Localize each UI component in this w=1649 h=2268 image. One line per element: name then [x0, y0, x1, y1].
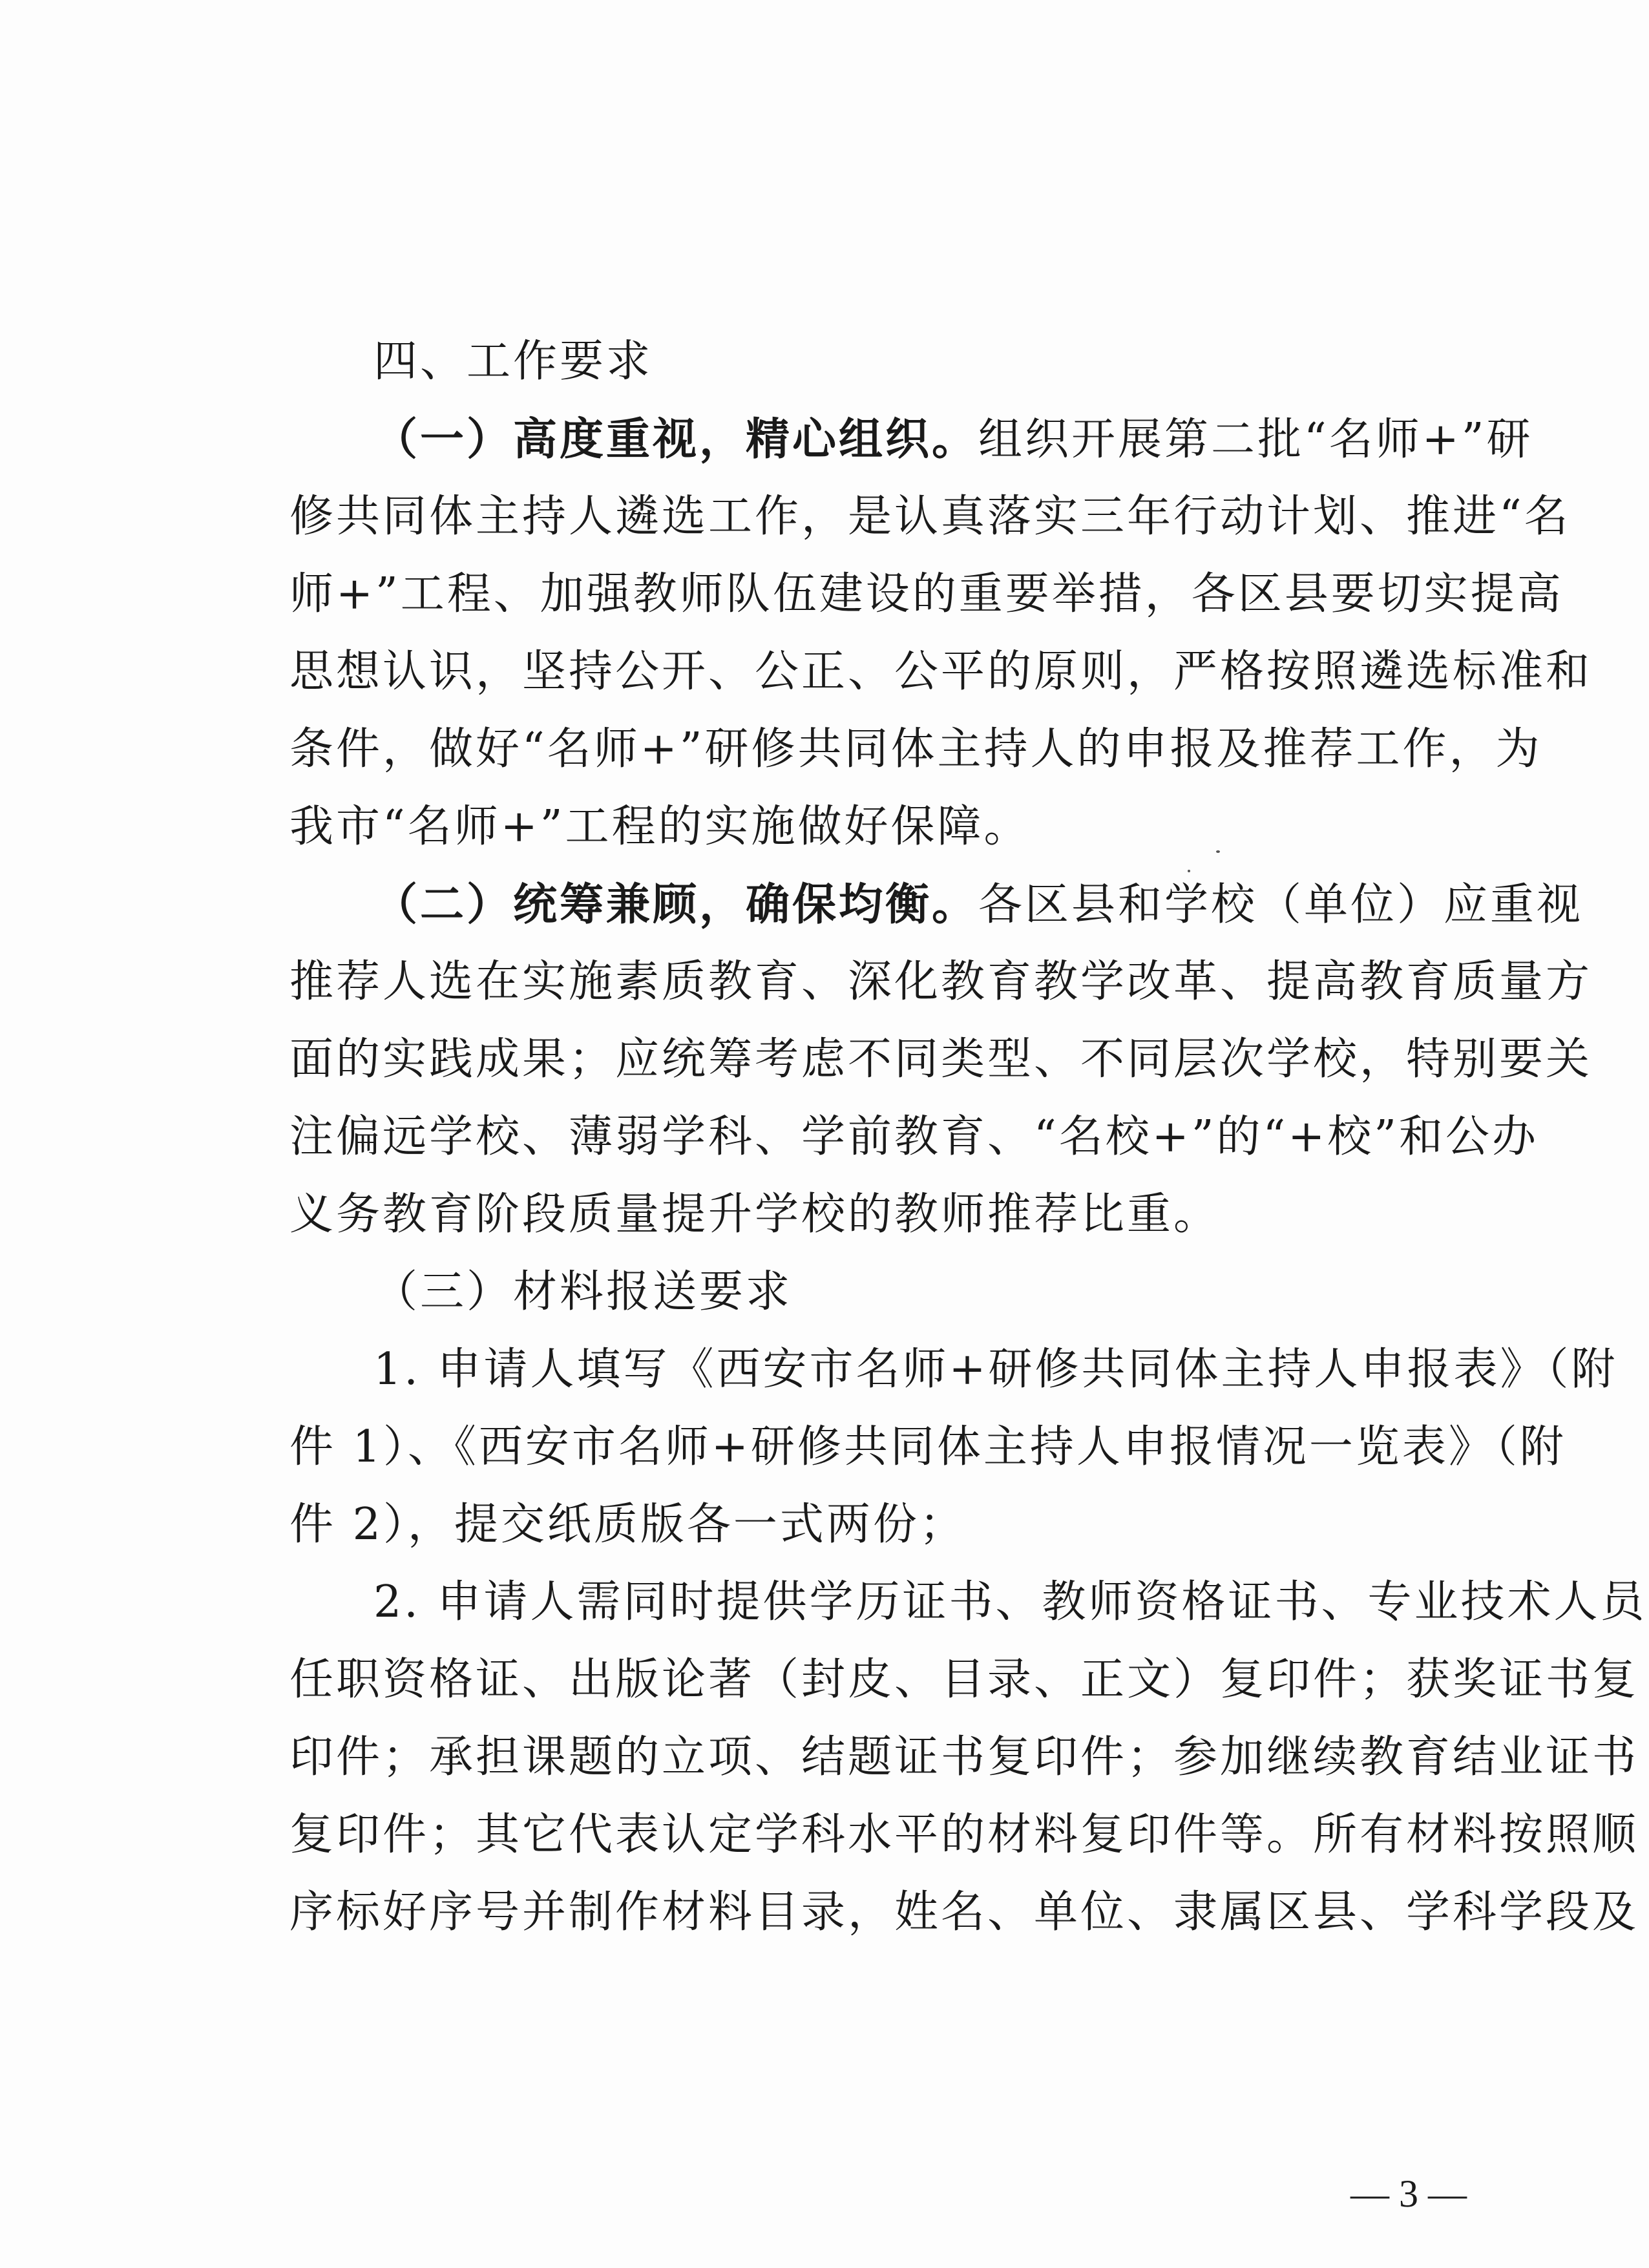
page-number: — 3 — — [1350, 2172, 1467, 2215]
paragraph-line: （一）高度重视，精心组织。组织开展第二批“名师+”研 — [373, 414, 1533, 465]
paragraph-line: 件 2），提交纸质版各一式两份； — [289, 1499, 966, 1550]
paragraph-line: 义务教育阶段质量提升学校的教师推荐比重。 — [289, 1189, 1221, 1240]
paragraph-line: 师+”工程、加强教师队伍建设的重要举措，各区县要切实提高 — [289, 569, 1564, 620]
paragraph-line: 任职资格证、出版论著（封皮、目录、正文）复印件；获奖证书复 — [289, 1654, 1639, 1705]
paragraph-line: 条件，做好“名师+”研修共同体主持人的申报及推荐工作，为 — [289, 724, 1542, 775]
paragraph-line: 序标好序号并制作材料目录，姓名、单位、隶属区县、学科学段及 — [289, 1887, 1639, 1938]
scan-speck — [1188, 870, 1190, 872]
scan-speck — [1216, 850, 1220, 853]
paragraph-line: （二）统筹兼顾，确保均衡。各区县和学校（单位）应重视 — [373, 879, 1584, 930]
paragraph-line: 面的实践成果；应统筹考虑不同类型、不同层次学校，特别要关 — [289, 1034, 1593, 1085]
paragraph-line: 复印件；其它代表认定学科水平的材料复印件等。所有材料按照顺 — [289, 1809, 1639, 1860]
paragraph-line: 件 1）、《西安市名师+研修共同体主持人申报情况一览表》（附 — [289, 1422, 1566, 1473]
paragraph-line: 思想认识，坚持公开、公正、公平的原则，严格按照遴选标准和 — [289, 646, 1593, 697]
paragraph-line: 修共同体主持人遴选工作，是认真落实三年行动计划、推进“名 — [289, 491, 1571, 542]
paragraph-line: 注偏远学校、薄弱学科、学前教育、“名校+”的“+校”和公办 — [289, 1111, 1539, 1162]
paragraph-line: 2. 申请人需同时提供学历证书、教师资格证书、专业技术人员 — [373, 1577, 1647, 1628]
paragraph-line: 印件；承担课题的立项、结题证书复印件；参加继续教育结业证书 — [289, 1732, 1639, 1783]
subsection-heading: （一）高度重视，精心组织。 — [373, 414, 979, 465]
subsection-heading: （二）统筹兼顾，确保均衡。 — [373, 879, 979, 930]
paragraph-line: 1. 申请人填写《西安市名师+研修共同体主持人申报表》（附 — [373, 1344, 1618, 1395]
subsection-heading: （三）材料报送要求 — [373, 1266, 793, 1318]
paragraph-line: 我市“名师+”工程的实施做好保障。 — [289, 801, 1031, 852]
paragraph-line: 推荐人选在实施素质教育、深化教育教学改革、提高教育质量方 — [289, 956, 1593, 1007]
section-heading: 四、工作要求 — [373, 336, 653, 387]
